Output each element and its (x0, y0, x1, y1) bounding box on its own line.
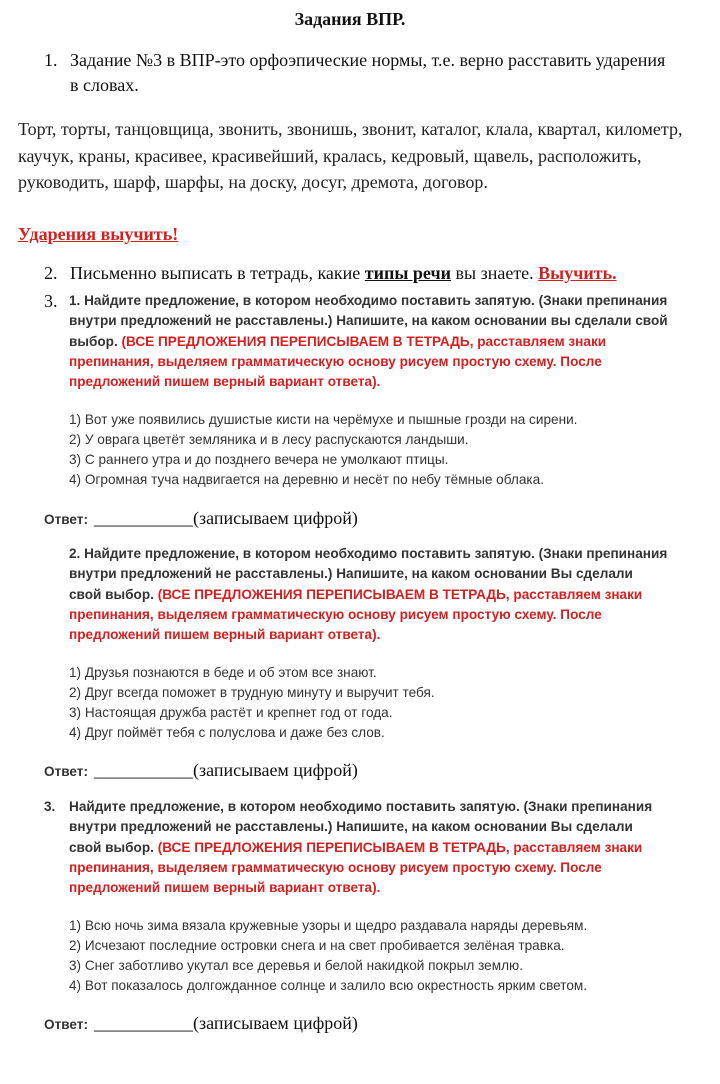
option-item: 4) Вот показалось долгожданное солнце и залило всю окрестность ярким светом. (69, 978, 588, 993)
task-options (69, 916, 689, 996)
option-item: 1) Вот уже появились душистые кисти на черёмухе и пышные грозди на сирени. (69, 412, 578, 427)
answer-label: Ответ: (44, 512, 88, 527)
option-item: 3) Снег заботливо укутал все деревья и белой накидкой покрыл землю. (69, 958, 523, 973)
task-options (69, 410, 689, 490)
task-instruction-red: (ВСЕ ПРЕДЛОЖЕНИЯ ПЕРЕПИСЫВАЕМ В ТЕТРАДЬ, расставляем знаки препинания, выделяем грамматическую основу рисуем простую схему. После предложений пишем верный вариант ответа). (69, 586, 643, 643)
answer-blank: ___________(записываем цифрой) (93, 508, 358, 528)
stress-word-list: Торт, торты, танцовщица, звонить, звонишь, звонит, каталог, клала, квартал, километр, каучук, краны, красивее, красивейший, кралась, кедровый, щавель, расположить, руководить, шарф, шарфы, на доску, досуг, дремота, договор. (18, 119, 683, 192)
option-item: 2) Друг всегда поможет в трудную минуту и выручит тебя. (69, 685, 435, 700)
page-title: Задания ВПР. (294, 9, 406, 29)
task-question-text: Найдите предложение, в котором необходимо поставить запятую. (Знаки препинания внутри предложений не расставлены.) Напишите, на каком основании Вы сделали свой выбор. (69, 799, 653, 855)
option-item: 4) Огромная туча надвигается на деревню и несёт по небу тёмные облака. (69, 472, 544, 487)
list-text: Задание №3 в ВПР-это орфоэпические нормы, т.е. верно расставить ударения в словах. (70, 50, 666, 95)
list-number-3: 3. (44, 291, 58, 311)
option-item: 3) С раннего утра и до позднего вечера не умолкают птицы. (69, 452, 449, 467)
list-number: 2. (44, 263, 58, 283)
learn-note: Выучить. (538, 263, 617, 283)
item2-text-after: вы знаете. (451, 263, 539, 283)
answer-label: Ответ: (44, 764, 88, 779)
item2-text-before: Письменно выписать в тетрадь, какие (70, 263, 365, 283)
option-item: 2) У оврага цветёт земляника и в лесу распускаются ландыши. (69, 432, 469, 447)
option-item: 3) Настоящая дружба растёт и крепнет год от года. (69, 705, 393, 720)
list-text (70, 261, 617, 285)
answer-label: Ответ: (44, 1017, 88, 1032)
option-item: 1) Друзья познаются в беде и об этом все знают. (69, 665, 377, 680)
option-item: 1) Всю ночь зима вязала кружевные узоры и щедро раздавала наряды деревьям. (69, 918, 588, 933)
task-question-text: 1. Найдите предложение, в котором необходимо поставить запятую. (Знаки препинания внутри предложений не расставлены.) Напишите, на каком основании вы сделали свой выбор. (69, 293, 668, 349)
answer-line (44, 1011, 358, 1037)
answer-blank: ___________(записываем цифрой) (93, 760, 358, 780)
option-item: 4) Друг поймёт тебя с полуслова и даже без слов. (69, 725, 385, 740)
learn-stress-note: Ударения выучить! (18, 224, 179, 244)
task-instruction-red: (ВСЕ ПРЕДЛОЖЕНИЯ ПЕРЕПИСЫВАЕМ В ТЕТРАДЬ, расставляем знаки препинания, выделяем грамматическую основу рисуем простую схему. После предложений пишем верный вариант ответа). (69, 333, 607, 390)
task-instruction-red: (ВСЕ ПРЕДЛОЖЕНИЯ ПЕРЕПИСЫВАЕМ В ТЕТРАДЬ, расставляем знаки препинания, выделяем грамматическую основу рисуем простую схему. После предложений пишем верный вариант ответа). (69, 839, 643, 896)
speech-types-term: типы речи (364, 263, 451, 283)
task-question (69, 291, 669, 392)
option-item: 2) Исчезают последние островки снега и на свет пробивается зелёная травка. (69, 938, 565, 953)
list-number: 1. (44, 50, 58, 70)
task-question-text: 2. Найдите предложение, в котором необходимо поставить запятую. (Знаки препинания внутри предложений не расставлены.) Напишите, на каком основании Вы сделали свой выбор. (69, 546, 668, 602)
task-number: 3. (44, 799, 56, 814)
answer-line (44, 506, 358, 532)
answer-blank: ___________(записываем цифрой) (93, 1013, 358, 1033)
answer-line (44, 758, 358, 784)
task-options (69, 663, 689, 743)
task-question (69, 797, 669, 898)
task-question (69, 544, 669, 645)
